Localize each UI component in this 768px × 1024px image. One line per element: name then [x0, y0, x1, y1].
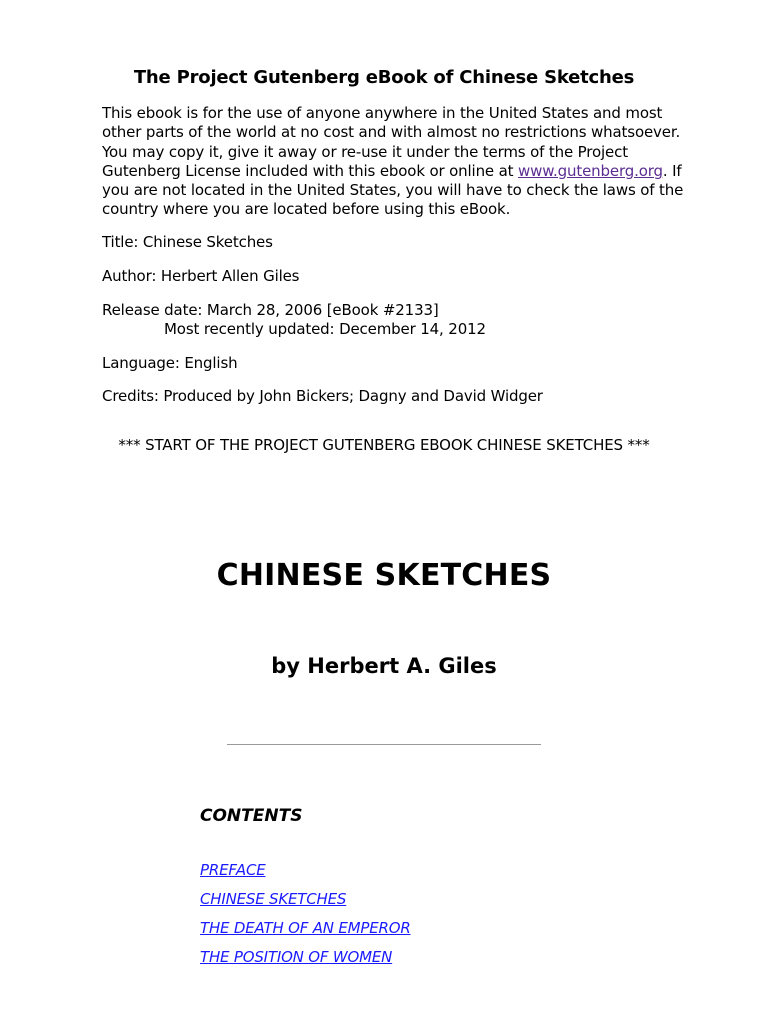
- toc-link-chinese-sketches[interactable]: CHINESE SKETCHES: [200, 890, 347, 908]
- license-text-end: . If you are not located in the United States, you will have to check the laws of the country where you are located before using this eBook.: [102, 161, 684, 219]
- meta-credits: Credits: Produced by John Bickers; Dagny and David Widger: [102, 387, 543, 405]
- toc-link-position-of-women[interactable]: THE POSITION OF WOMEN: [200, 948, 393, 966]
- meta-author: Author: Herbert Allen Giles: [102, 267, 300, 285]
- gutenberg-link[interactable]: www.gutenberg.org: [518, 161, 663, 180]
- contents-heading: CONTENTS: [200, 806, 303, 826]
- start-marker: *** START OF THE PROJECT GUTENBERG EBOOK CHINESE SKETCHES ***: [118, 436, 650, 454]
- toc-item: [200, 947, 411, 976]
- meta-updated: Most recently updated: December 14, 2012: [164, 320, 486, 338]
- horizontal-rule: [227, 744, 541, 745]
- meta-language: Language: English: [102, 354, 238, 372]
- toc-link-death-of-an-emperor[interactable]: THE DEATH OF AN EMPEROR: [200, 919, 411, 937]
- meta-release-date: Release date: March 28, 2006 [eBook #2133]: [102, 301, 439, 319]
- toc-item: [200, 889, 411, 918]
- toc-item: [200, 918, 411, 947]
- ebook-header-title: The Project Gutenberg eBook of Chinese Sketches: [133, 67, 635, 88]
- book-title: CHINESE SKETCHES: [216, 558, 552, 593]
- toc-item: [200, 860, 411, 889]
- license-paragraph: [102, 104, 702, 220]
- author-byline: by Herbert A. Giles: [271, 654, 497, 678]
- license-text-start: This ebook is for the use of anyone anywhere in the United States and most other parts of the world at no cost and with almost no restrictions whatsoever. You may copy it, give it away or re-use it under the terms of the Project Gutenberg License included with this ebook or online at: [102, 104, 681, 180]
- toc-link-preface[interactable]: PREFACE: [200, 861, 266, 879]
- meta-title: Title: Chinese Sketches: [102, 233, 273, 251]
- table-of-contents: [200, 860, 411, 976]
